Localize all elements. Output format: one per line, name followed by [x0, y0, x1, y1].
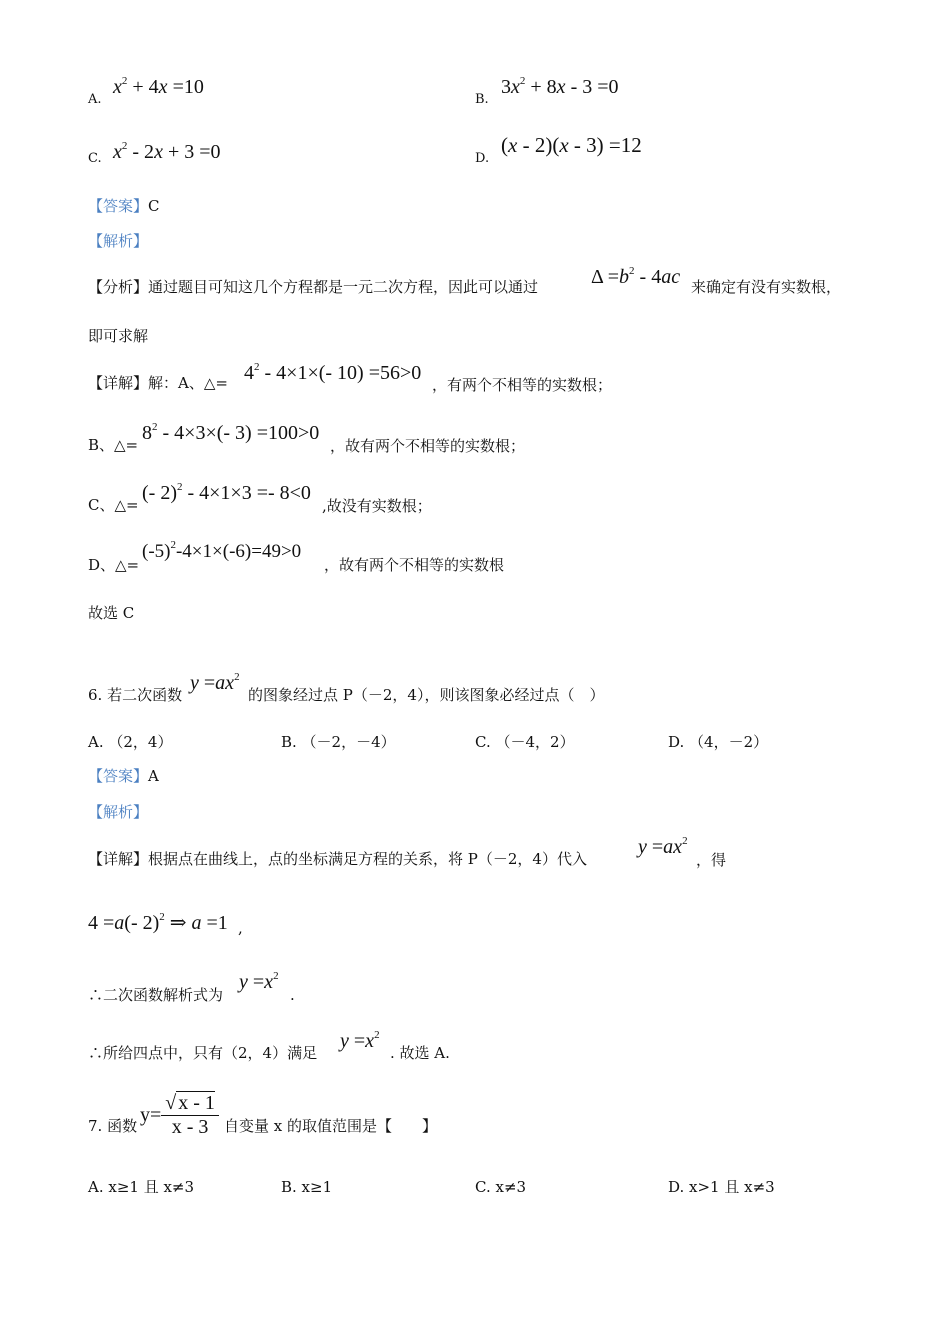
- q7-option-d: D. x>1 且 x≠3: [668, 1178, 775, 1196]
- q7-option-a: A. x≥1 且 x≠3: [88, 1178, 195, 1196]
- q6-answer: 【答案】A: [88, 767, 159, 785]
- q6-step2-prefix: ∴二次函数解析式为: [88, 986, 224, 1004]
- q5-conclusion: 故选 C: [88, 604, 135, 622]
- q7-option-c: C. x≠3: [475, 1178, 527, 1196]
- q5-option-d-expr: (x - 2)(x - 3) =12: [501, 133, 642, 157]
- q6-option-a: A. （2，4）: [88, 733, 173, 751]
- q6-step1: 4 =a(- 2)$^2$ ⇒ a =1: [88, 911, 228, 934]
- q6-stem-prefix: 6. 若二次函数: [88, 686, 183, 704]
- q5-option-d-label: D.: [475, 151, 490, 166]
- q5-analysis-tag: 【解析】: [88, 232, 149, 250]
- q5-fenxi-line: 【分析】通过题目可知这几个方程都是一元二次方程，因此可以通过: [88, 278, 539, 296]
- q6-stem-suffix: 的图象经过点 P（－2，4），则该图象必经过点（ ）: [248, 686, 605, 704]
- q6-option-b: B. （－2，－4）: [281, 733, 396, 751]
- q6-detail-line: 【详解】根据点在曲线上，点的坐标满足方程的关系，将 P（－2，4）代入: [88, 850, 587, 868]
- q6-step2-suffix: .: [290, 986, 295, 1004]
- q6-option-c: C. （－4，2）: [475, 733, 575, 751]
- q6-detail-formula: $y =ax^2$: [638, 835, 688, 858]
- q6-step1-suffix: ,: [238, 919, 243, 937]
- q6-stem-formula: $y =ax^2$: [190, 671, 240, 694]
- q5-detail-d-prefix: D、△=: [88, 556, 140, 574]
- q5-detail-d-formula: $(-5)^2-4\times 1\times(-6)=49>0$: [142, 539, 302, 562]
- q5-option-b-expr: $3x^2 + 8x - 3 =0$: [501, 75, 619, 98]
- q6-step3-suffix: . 故选 A.: [390, 1044, 450, 1062]
- q6-option-d: D. （4，－2）: [668, 733, 769, 751]
- q5-detail-a-prefix: 【详解】解：A、△=: [88, 374, 228, 392]
- q5-option-c-label: C.: [88, 151, 102, 166]
- q6-step2-formula: $y =x^2$: [239, 970, 279, 993]
- q5-detail-c-formula: (- 2)$^2$ - 4×1×3 =- 8<0: [142, 481, 311, 504]
- q5-fenxi-formula: $\Delta =b^2 - 4ac$: [591, 265, 681, 288]
- q5-detail-b-prefix: B、△=: [88, 436, 139, 454]
- q5-option-b-label: B.: [475, 92, 489, 107]
- q5-detail-c-suffix: ,故没有实数根；: [322, 497, 432, 515]
- q5-answer: 【答案】C: [88, 197, 160, 215]
- q6-step3-prefix: ∴所给四点中，只有（2，4）满足: [88, 1044, 318, 1062]
- q6-analysis-tag: 【解析】: [88, 803, 149, 821]
- q7-stem-prefix: 7. 函数: [88, 1117, 138, 1135]
- q6-step3-formula: $y =x^2$: [340, 1029, 380, 1052]
- q5-option-a-expr: $x^2 + 4x =10$: [113, 75, 204, 98]
- q5-detail-c-prefix: C、△=: [88, 496, 139, 514]
- q5-fenxi-line2: 即可求解: [88, 327, 149, 345]
- q5-detail-a-suffix: ，有两个不相等的实数根；: [432, 376, 613, 394]
- q5-fenxi-suffix: 来确定有没有实数根，: [691, 278, 842, 296]
- q5-detail-b-formula: $8^2 - 4\times 3\times(-$ 3) =100>0: [142, 421, 320, 444]
- q6-detail-suffix: ，得: [696, 851, 727, 869]
- q7-option-b: B. x≥1: [281, 1178, 333, 1196]
- q5-detail-d-suffix: ，故有两个不相等的实数根: [324, 556, 505, 574]
- q5-option-a-label: A.: [88, 92, 102, 107]
- q5-option-c-expr: $x^2 - 2x + 3 =0$: [113, 140, 221, 163]
- q7-formula: y= $\frac{√ x - 1}{x - 3}$: [140, 1092, 219, 1139]
- q7-stem-suffix: 自变量 x 的取值范围是【 】: [224, 1117, 437, 1135]
- q5-detail-b-suffix: ，故有两个不相等的实数根；: [330, 437, 526, 455]
- q5-detail-a-formula: $4^2 - 4\times 1\times(-$ 10) =56>0: [244, 361, 422, 384]
